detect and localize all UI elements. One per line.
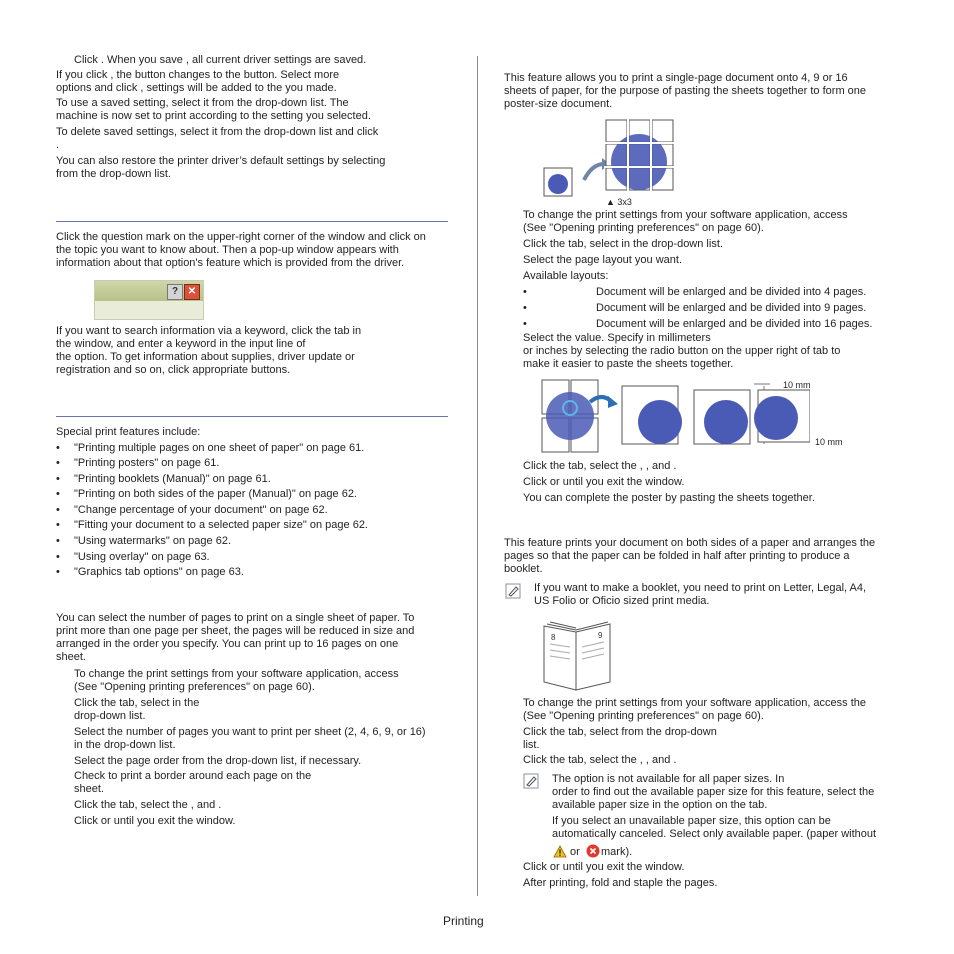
step-line: Select the number of pages you want to print per sheet (2, 4, 6, 9, or 16) bbox=[74, 726, 426, 738]
body-line: machine is now set to print according to the setting you selected. bbox=[56, 110, 371, 122]
bullet-icon: • bbox=[56, 535, 60, 547]
note-line: If you want to make a booklet, you need to print on Letter, Legal, A4, bbox=[534, 582, 867, 594]
bullet-icon: • bbox=[56, 551, 60, 563]
help-icon: ? bbox=[167, 284, 183, 300]
step-line: To change the print settings from your software application, access bbox=[523, 209, 848, 221]
step-line: Click or until you exit the window. bbox=[523, 476, 685, 488]
bullet-icon: • bbox=[56, 566, 60, 578]
body-line: You can select the number of pages to print on a single sheet of paper. To bbox=[56, 612, 415, 624]
bullet-icon: • bbox=[523, 302, 527, 314]
note-line: available paper size in the option on the tab. bbox=[552, 799, 768, 811]
note-line: If you select an unavailable paper size, this option can be bbox=[552, 815, 831, 827]
body-line: the option. To get information about supplies, driver update or bbox=[56, 351, 355, 363]
body-line: the window, and enter a keyword in the input line of bbox=[56, 338, 306, 350]
section-rule bbox=[56, 221, 448, 222]
bullet-icon: • bbox=[56, 519, 60, 531]
list-item[interactable]: "Printing booklets (Manual)" on page 61. bbox=[74, 473, 271, 485]
step-line: Click or until you exit the window. bbox=[523, 861, 685, 873]
body-line: Click . When you save , all current driver settings are saved. bbox=[74, 54, 367, 66]
step-line: Select the page order from the drop-down list, if necessary. bbox=[74, 755, 362, 767]
note-line: The option is not available for all paper sizes. In bbox=[552, 773, 785, 785]
body-line: . bbox=[56, 139, 60, 151]
body-line: To delete saved settings, select it from the drop-down list and click bbox=[56, 126, 379, 138]
body-line: print more than one page per sheet, the pages will be reduced in size and bbox=[56, 625, 415, 637]
step-line: Click the tab, select in the drop-down list. bbox=[523, 238, 723, 250]
list-item[interactable]: "Using watermarks" on page 62. bbox=[74, 535, 231, 547]
step-line: (See "Opening printing preferences" on page 60). bbox=[74, 681, 315, 693]
body-line: options and click , settings will be added to the you made. bbox=[56, 82, 337, 94]
step-line: list. bbox=[523, 739, 540, 751]
note-line: automatically canceled. Select only available paper. (paper without bbox=[552, 828, 877, 840]
step-line: Select the page layout you want. bbox=[523, 254, 682, 266]
overlap-top-label: 10 mm bbox=[783, 380, 811, 390]
bullet-icon: • bbox=[523, 286, 527, 298]
body-line: information about that option's feature which is provided from the driver. bbox=[56, 257, 405, 269]
body-line: This feature allows you to print a single-page document onto 4, 9 or 16 bbox=[504, 72, 848, 84]
step-line: Click the tab, select the , , and . bbox=[523, 460, 677, 472]
body-line: If you click , the button changes to the button. Select more bbox=[56, 69, 340, 81]
step-line: After printing, fold and staple the pages. bbox=[523, 877, 718, 889]
list-item[interactable]: "Fitting your document to a selected paper size" on page 62. bbox=[74, 519, 368, 531]
overlap-side-label: 10 mm bbox=[815, 437, 843, 447]
step-line: Click the tab, select the , and . bbox=[74, 799, 222, 811]
note-icon bbox=[505, 583, 521, 599]
step-line: sheet. bbox=[74, 783, 104, 795]
step-line: Check to print a border around each page on the bbox=[74, 770, 312, 782]
warning-icon bbox=[553, 845, 567, 858]
mark-end: mark). bbox=[601, 846, 633, 858]
note-icon bbox=[523, 773, 539, 789]
bullet-icon: • bbox=[523, 318, 527, 330]
step-line: Select the value. Specify in millimeters bbox=[523, 332, 711, 344]
list-item[interactable]: "Printing multiple pages on one sheet of paper" on page 61. bbox=[74, 442, 365, 454]
body-line: You can also restore the printer driver’s default settings by selecting bbox=[56, 155, 386, 167]
body-line: the topic you want to know about. Then a pop-up window appears with bbox=[56, 244, 399, 256]
body-line: This feature prints your document on both sides of a paper and arranges the bbox=[504, 537, 876, 549]
help-titlebar-image bbox=[94, 280, 204, 320]
booklet-page-left: 8 bbox=[551, 633, 556, 642]
step-line: To change the print settings from your software application, access bbox=[74, 668, 399, 680]
layout-option: Document will be enlarged and be divided into 9 pages. bbox=[596, 302, 867, 314]
body-line: booklet. bbox=[504, 563, 543, 575]
body-line: arranged in the order you specify. You can print up to 16 pages on one bbox=[56, 638, 399, 650]
step-line: Click or until you exit the window. bbox=[74, 815, 236, 827]
step-line: Click the tab, select the , , and . bbox=[523, 754, 677, 766]
list-item[interactable]: "Graphics tab options" on page 63. bbox=[74, 566, 244, 578]
bullet-icon: • bbox=[56, 442, 60, 454]
section-rule bbox=[56, 416, 448, 417]
bullet-icon: • bbox=[56, 488, 60, 500]
body-line: sheet. bbox=[56, 651, 86, 663]
body-line: Click the question mark on the upper-right corner of the window and click on bbox=[56, 231, 426, 243]
step-line: (See "Opening printing preferences" on page 60). bbox=[523, 710, 764, 722]
body-line: pages so that the paper can be folded in half after printing to produce a bbox=[504, 550, 850, 562]
step-line: in the drop-down list. bbox=[74, 739, 176, 751]
mark-or: or bbox=[570, 846, 580, 858]
body-line: To use a saved setting, select it from the drop-down list. The bbox=[56, 97, 349, 109]
list-item[interactable]: "Printing posters" on page 61. bbox=[74, 457, 220, 469]
list-item[interactable]: "Printing on both sides of the paper (Manual)" on page 62. bbox=[74, 488, 357, 500]
step-line: Available layouts: bbox=[523, 270, 609, 282]
note-line: US Folio or Oficio sized print media. bbox=[534, 595, 710, 607]
footer-section: Printing bbox=[443, 914, 484, 928]
list-item[interactable]: "Using overlay" on page 63. bbox=[74, 551, 210, 563]
body-line: Special print features include: bbox=[56, 426, 201, 438]
list-item[interactable]: "Change percentage of your document" on page 62. bbox=[74, 504, 328, 516]
note-line: order to find out the available paper size for this feature, select the bbox=[552, 786, 875, 798]
step-line: drop-down list. bbox=[74, 710, 146, 722]
body-line: If you want to search information via a keyword, click the tab in bbox=[56, 325, 362, 337]
step-line: (See "Opening printing preferences" on page 60). bbox=[523, 222, 764, 234]
error-icon bbox=[586, 844, 600, 858]
close-icon: ✕ bbox=[184, 284, 200, 300]
bullet-icon: • bbox=[56, 473, 60, 485]
body-line: from the drop-down list. bbox=[56, 168, 171, 180]
step-line: To change the print settings from your software application, access the bbox=[523, 697, 867, 709]
bullet-icon: • bbox=[56, 504, 60, 516]
booklet-illustration bbox=[540, 620, 616, 692]
step-line: or inches by selecting the radio button on the upper right of tab to bbox=[523, 345, 841, 357]
layout-option: Document will be enlarged and be divided into 16 pages. bbox=[596, 318, 873, 330]
layout-option: Document will be enlarged and be divided into 4 pages. bbox=[596, 286, 867, 298]
step-line: Click the tab, select in the bbox=[74, 697, 200, 709]
body-line: sheets of paper, for the purpose of pasting the sheets together to form one bbox=[504, 85, 867, 97]
bullet-icon: • bbox=[56, 457, 60, 469]
step-line: You can complete the poster by pasting the sheets together. bbox=[523, 492, 815, 504]
body-line: registration and so on, click appropriate buttons. bbox=[56, 364, 291, 376]
overlap-illustration bbox=[540, 378, 810, 454]
column-divider bbox=[477, 56, 478, 896]
step-line: Click the tab, select from the drop-down bbox=[523, 726, 717, 738]
booklet-page-right: 9 bbox=[598, 631, 603, 640]
poster-caption: ▲ 3x3 bbox=[606, 197, 632, 207]
body-line: poster-size document. bbox=[504, 98, 613, 110]
step-line: make it easier to paste the sheets together. bbox=[523, 358, 734, 370]
